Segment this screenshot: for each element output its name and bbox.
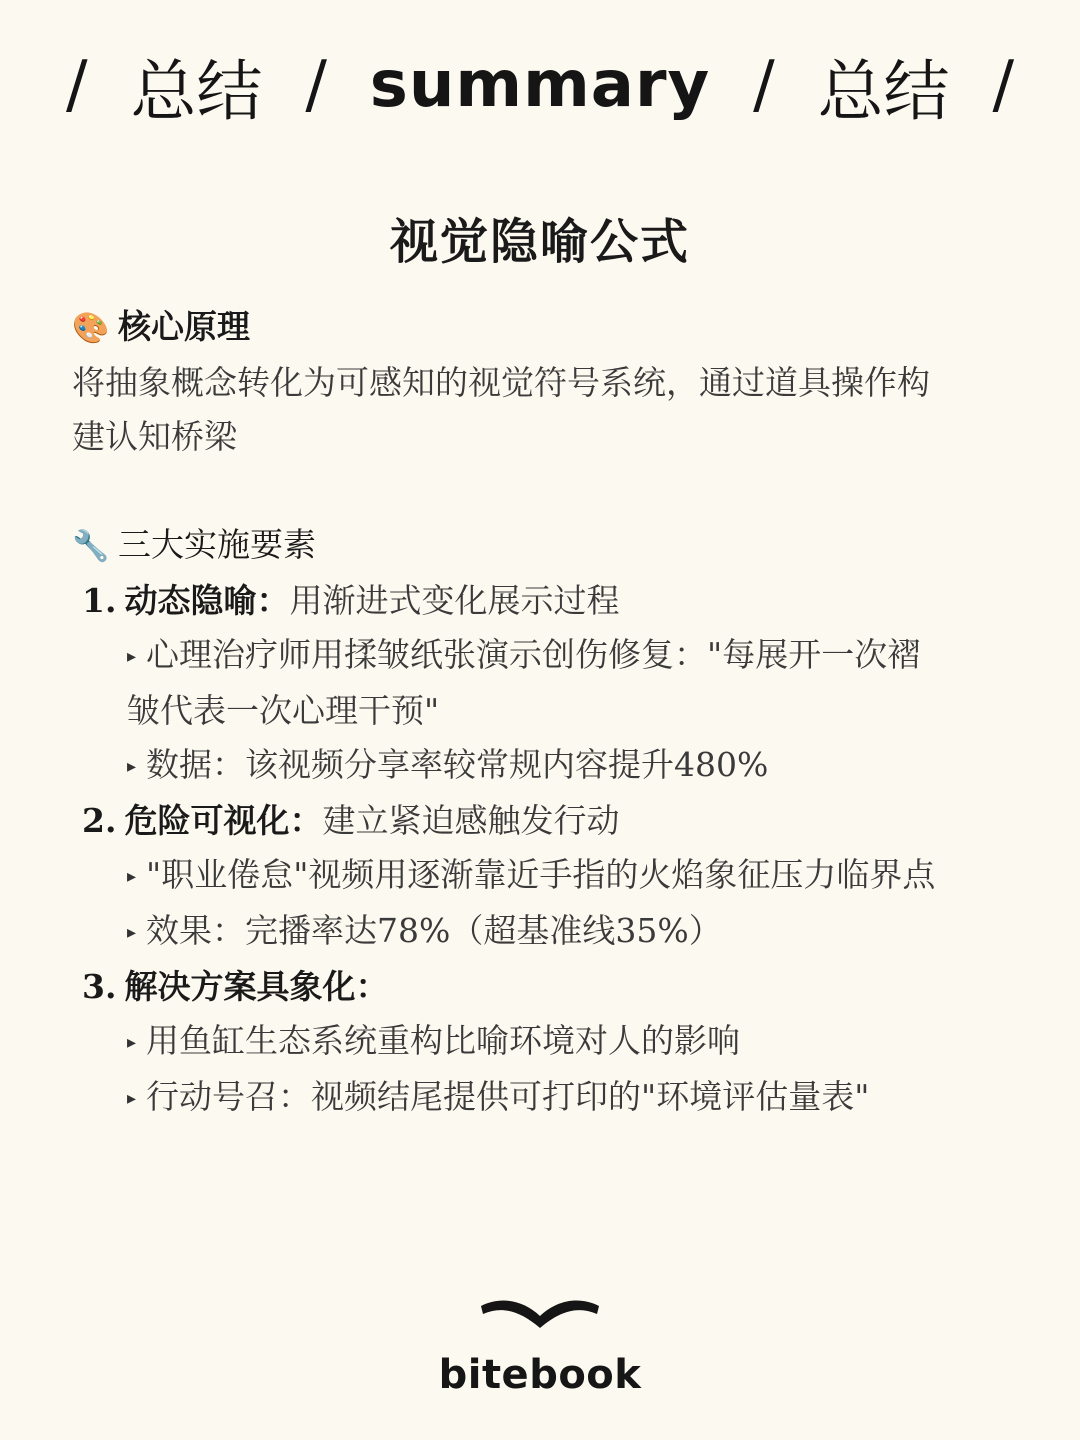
header <box>0 40 1080 130</box>
item-number: 3. <box>82 967 117 1006</box>
header-slash-4: / <box>992 48 1014 122</box>
bullet-triangle-icon: ▸ <box>127 922 137 943</box>
header-center-title: summary <box>369 48 711 122</box>
header-slash-1: / <box>66 48 88 122</box>
content <box>72 300 1017 1126</box>
bullet-text: 效果：完播率达78%（超基准线35%） <box>146 911 722 950</box>
bullet-item <box>72 628 1017 684</box>
element-item <box>72 794 1017 848</box>
element-item <box>72 574 1017 628</box>
item-number: 1. <box>82 581 117 620</box>
core-text-line-2: 建认知桥梁 <box>72 417 237 456</box>
bullet-text: 心理治疗师用揉皱纸张演示创伤修复："每展开一次褶 <box>146 635 921 674</box>
bullet-triangle-icon: ▸ <box>127 756 137 777</box>
item-text: 建立紧迫感触发行动 <box>322 801 620 840</box>
palette-icon: 🎨 <box>72 311 110 346</box>
bullet-item <box>72 1014 1017 1070</box>
brand-name: bitebook <box>438 1352 642 1398</box>
item-title: 解决方案具象化： <box>124 967 389 1006</box>
bullet-triangle-icon: ▸ <box>127 646 137 667</box>
bullet-text: "职业倦怠"视频用逐渐靠近手指的火焰象征压力临界点 <box>146 855 936 894</box>
page-title: 视觉隐喻公式 <box>389 214 690 270</box>
book-wave-icon <box>477 1296 603 1332</box>
bullet-item <box>72 848 1017 904</box>
header-slash-3: / <box>753 48 775 122</box>
bullet-item <box>72 904 1017 960</box>
header-left-title: 总结 <box>130 52 263 130</box>
header-slash-2: / <box>305 48 327 122</box>
bullet-item <box>72 1070 1017 1126</box>
wrench-icon: 🔧 <box>72 529 110 564</box>
bullet-triangle-icon: ▸ <box>127 1032 137 1053</box>
item-text: 用渐进式变化展示过程 <box>289 581 620 620</box>
bullet-text: 用鱼缸生态系统重构比喻环境对人的影响 <box>146 1021 741 1060</box>
bullet-text: 数据：该视频分享率较常规内容提升480% <box>146 745 769 784</box>
item-title: 危险可视化： <box>124 801 323 840</box>
bullet-item <box>72 738 1017 794</box>
spacer <box>72 464 1017 518</box>
core-heading-row <box>72 300 1017 356</box>
item-number: 2. <box>82 801 117 840</box>
header-right-title: 总结 <box>817 52 950 130</box>
bullet-triangle-icon: ▸ <box>127 866 137 887</box>
item-title: 动态隐喻： <box>124 581 290 620</box>
bullet-text: 行动号召：视频结尾提供可打印的"环境评估量表" <box>146 1077 870 1116</box>
core-text-line-1: 将抽象概念转化为可感知的视觉符号系统，通过道具操作构 <box>72 363 930 402</box>
core-heading: 核心原理 <box>118 307 250 346</box>
brand-logo <box>0 1296 1080 1398</box>
bullet-triangle-icon: ▸ <box>127 1088 137 1109</box>
elements-heading-row <box>72 518 1017 574</box>
element-item <box>72 960 1017 1014</box>
bullet-continuation: 皱代表一次心理干预" <box>127 691 440 730</box>
elements-heading: 三大实施要素 <box>118 525 316 564</box>
